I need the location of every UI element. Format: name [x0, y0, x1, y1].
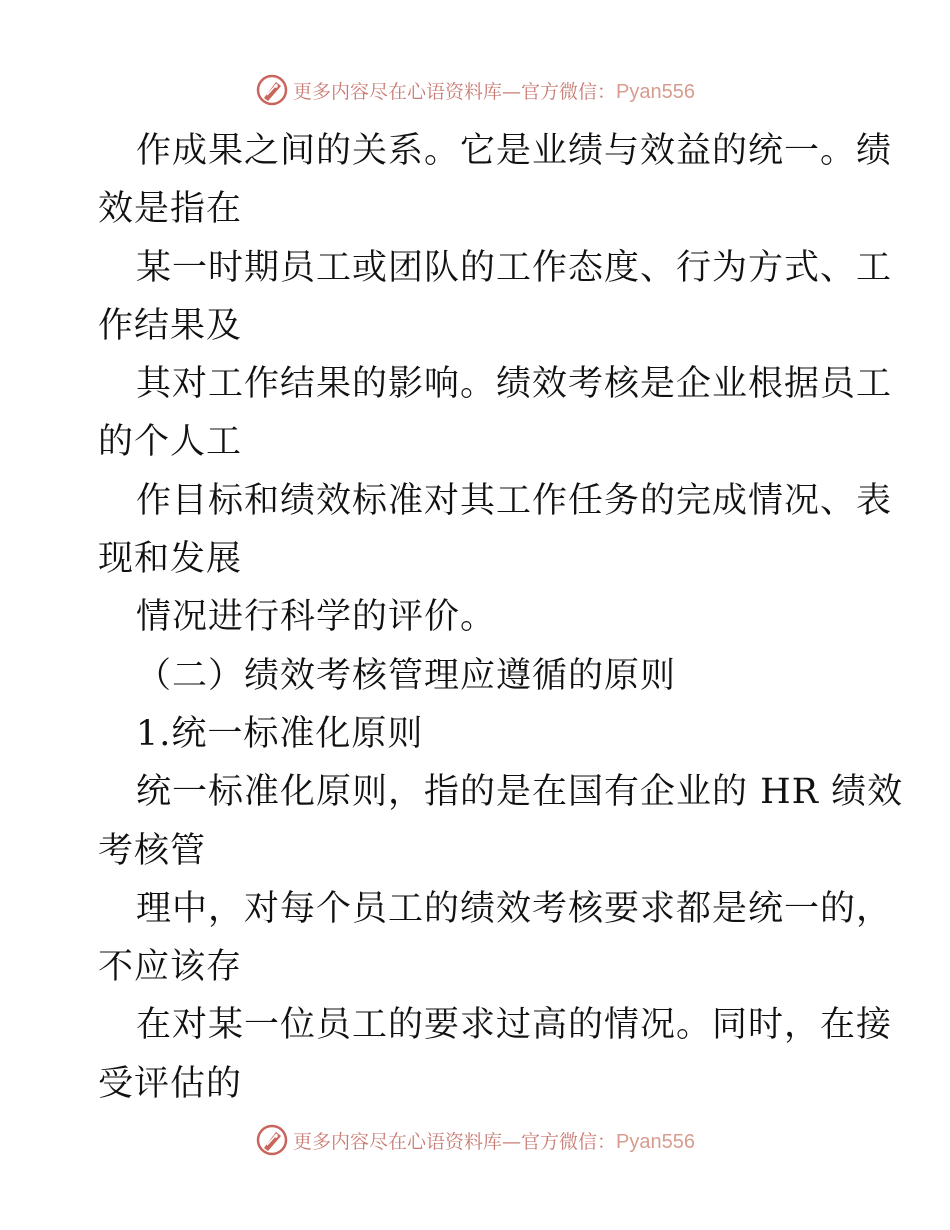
watermark-text [293, 1127, 695, 1154]
text-line: 在对某一位员工的要求过高的情况。同时，在接 [136, 1005, 893, 1046]
text-line: 不应该存 [98, 947, 243, 988]
text-line: 作成果之间的关系。它是业绩与效益的统一。绩 [136, 131, 893, 171]
text-line: 受评估的 [98, 1063, 243, 1104]
text-line: 效是指在 [98, 189, 243, 230]
watermark-wechat-id: Pyan556 [616, 1130, 695, 1153]
text-line: 作目标和绩效标准对其工作任务的完成情况、表 [136, 480, 893, 521]
watermark-wechat-id: Pyan556 [616, 80, 695, 103]
watermark-main: 更多内容尽在心语资料库 [293, 80, 503, 103]
text-line: 统一标准化原则，指的是在国有企业的 HR 绩效 [136, 772, 904, 813]
pen-nib-logo-icon [255, 73, 289, 107]
watermark-suffix: 官方微信： [521, 1130, 617, 1153]
watermark-separator: — [502, 1130, 522, 1153]
text-line: 情况进行科学的评价。 [136, 597, 497, 638]
text-line: 作结果及 [98, 305, 243, 346]
watermark-main: 更多内容尽在心语资料库 [293, 1130, 503, 1153]
document-body [98, 122, 904, 1113]
pen-nib-logo-icon [255, 1123, 289, 1157]
text-line: 其对工作结果的影响。绩效考核是企业根据员工 [136, 364, 893, 405]
header-watermark [0, 70, 950, 110]
watermark-suffix: 官方微信： [521, 80, 617, 103]
text-line: 考核管 [98, 830, 207, 871]
watermark-text [293, 77, 695, 104]
text-line: （二）绩效考核管理应遵循的原则 [136, 655, 677, 696]
text-line: 某一时期员工或团队的工作态度、行为方式、工 [136, 247, 893, 288]
text-line: 1.统一标准化原则 [136, 713, 424, 754]
footer-watermark [0, 1120, 950, 1160]
text-line: 的个人工 [98, 422, 243, 463]
watermark-separator: — [502, 80, 522, 103]
text-line: 现和发展 [98, 539, 243, 580]
text-line: 理中，对每个员工的绩效考核要求都是统一的， [136, 888, 893, 929]
